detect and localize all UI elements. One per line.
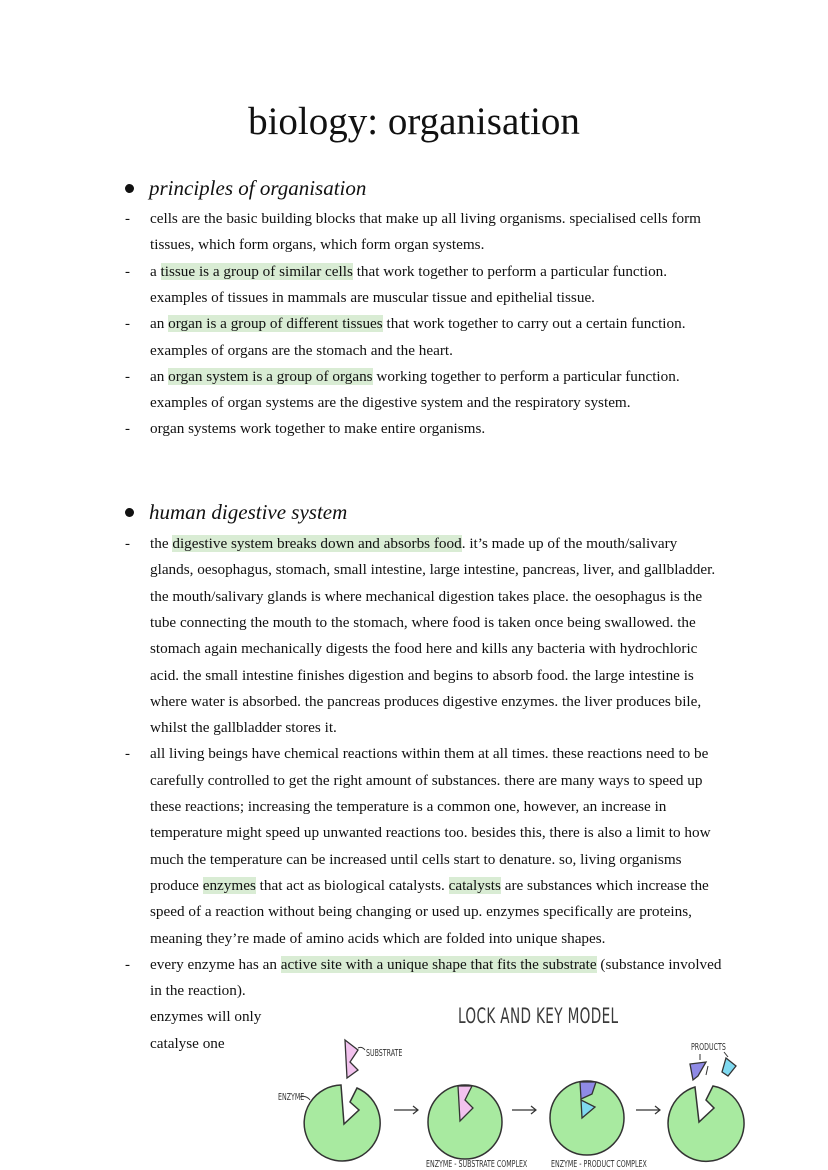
text-run: temperature might speed up unwanted reactions too. besides this, there is also a limit to how (150, 824, 711, 842)
text-run: carefully controlled to get the right amount of substances. there are many ways to speed up (150, 771, 703, 789)
text-run: in the reaction). (150, 982, 246, 1000)
text-line (150, 797, 666, 817)
dash-bullet-icon: - (125, 263, 130, 280)
text-run: tube connecting the mouth to the stomach, where food is taken once being swallowed. the (150, 613, 696, 631)
text-line (150, 209, 701, 229)
text-run: organ systems work together to make entire organisms. (150, 420, 486, 438)
text-line (150, 341, 453, 361)
section-heading (125, 174, 366, 202)
text-run: are substances which increase the (500, 876, 709, 894)
text-line (150, 823, 711, 843)
text-run: examples of organ systems are the digestive system and the respiratory system. (150, 394, 631, 412)
text-line (150, 744, 708, 764)
text-line (150, 981, 246, 1001)
text-run: speed of a reaction without being changing or used up. enzymes specifically are proteins, (150, 903, 692, 921)
dash-bullet-icon: - (125, 211, 130, 227)
text-line (150, 955, 721, 975)
substrate-icon (345, 1040, 365, 1078)
text-line (150, 262, 667, 282)
text-run: an (150, 367, 169, 385)
text-run: examples of tissues in mammals are muscular tissue and epithelial tissue. (150, 288, 595, 306)
text-line (150, 692, 701, 712)
text-run: cells are the basic building blocks that make up all living organisms. specialised cells form (150, 210, 701, 227)
products-label: PRODUCTS (691, 1042, 726, 1053)
text-line (150, 902, 692, 922)
text-line (150, 850, 682, 870)
dash-bullet-icon: - (125, 746, 130, 763)
text-run: catalyse one (150, 1034, 225, 1052)
text-run: (substance involved (596, 955, 722, 973)
text-line (150, 1034, 225, 1054)
substrate-label: SUBSTRATE (366, 1048, 403, 1059)
text-run: that act as biological catalysts. (255, 876, 449, 894)
text-run: these reactions; increasing the temperature is a common one, however, an increase in (150, 798, 667, 815)
dash-bullet-icon: - (125, 536, 130, 552)
products-icon (690, 1052, 736, 1080)
highlighted-text: organ system is a group of organs (168, 367, 373, 385)
text-line (150, 534, 677, 554)
text-line (150, 639, 697, 659)
text-run: examples of organs are the stomach and the heart. (150, 341, 453, 359)
enzyme-icon (668, 1066, 744, 1161)
arrow-icon (394, 1106, 418, 1114)
text-run: enzymes will only (150, 1008, 262, 1026)
dash-bullet-icon: - (125, 368, 130, 385)
section-heading-text: principles of organisation (149, 176, 367, 200)
lock-and-key-diagram (270, 1000, 770, 1169)
dash-bullet-icon: - (125, 421, 130, 438)
text-line (150, 393, 631, 413)
text-run: that work together to carry out a certain function. (382, 315, 686, 333)
enzyme-product-complex-label: ENZYME - PRODUCT COMPLEX (551, 1159, 647, 1170)
text-run: working together to perform a particular function. (372, 367, 680, 385)
text-run: glands, oesophagus, stomach, small intestine, large intestine, pancreas, liver, and gallbladder. (150, 561, 716, 579)
highlighted-text: tissue is a group of similar cells (160, 262, 353, 280)
arrow-icon (636, 1106, 660, 1114)
text-run: where water is absorbed. the pancreas produces digestive enzymes. the liver produces bile, (150, 692, 702, 710)
text-line (150, 876, 709, 896)
lock-and-key-illustration (270, 1000, 770, 1169)
page-title: biology: organisation (248, 100, 580, 143)
section-heading (125, 498, 347, 526)
section-heading-text: human digestive system (149, 500, 348, 524)
text-line (150, 666, 694, 686)
bullet-icon (125, 184, 134, 193)
text-line (150, 929, 605, 949)
text-run: much the temperature can be increased until cells start to denature. so, living organisms (150, 850, 682, 868)
text-run: acid. the small intestine finishes digestion and begins to absorb food. the large intestine is (150, 666, 694, 684)
highlighted-text: catalysts (448, 876, 501, 894)
text-line (150, 419, 485, 439)
highlighted-text: organ is a group of different tissues (168, 315, 383, 333)
highlighted-text: digestive system breaks down and absorbs food (172, 535, 462, 552)
enzyme-label: ENZYME (278, 1092, 305, 1103)
highlighted-text: enzymes (202, 876, 256, 894)
text-run: . it’s made up of the mouth/salivary (461, 535, 678, 552)
enzyme-product-complex-icon (550, 1081, 624, 1155)
text-run: an (150, 315, 169, 333)
arrow-icon (512, 1106, 536, 1114)
highlighted-text: active site with a unique shape that fits the substrate (280, 955, 597, 973)
text-run: whilst the gallbladder stores it. (150, 719, 337, 737)
text-run: every enzyme has an (150, 955, 281, 973)
diagram-title: LOCK AND KEY MODEL (458, 1004, 619, 1028)
text-run: the (150, 535, 173, 552)
text-line (150, 560, 715, 580)
text-run: a (150, 262, 161, 280)
text-line (150, 367, 680, 387)
text-run: that work together to perform a particular function. (352, 262, 668, 280)
text-line (150, 314, 686, 334)
dash-bullet-icon: - (125, 316, 130, 333)
text-run: the mouth/salivary glands is where mechanical digestion takes place. the oesophagus is the (150, 587, 703, 605)
text-line (150, 587, 702, 607)
text-line (150, 288, 595, 308)
enzyme-substrate-complex-icon (428, 1085, 502, 1159)
text-line (150, 235, 484, 255)
text-line (150, 718, 337, 738)
text-line (150, 613, 696, 633)
bullet-icon (125, 508, 134, 517)
text-run: tissues, which form organs, which form organ systems. (150, 236, 485, 254)
enzyme-icon (304, 1085, 380, 1161)
dash-bullet-icon: - (125, 956, 130, 973)
text-run: meaning they’re made of amino acids which are folded into unique shapes. (150, 929, 606, 947)
text-line (150, 771, 702, 791)
enzyme-substrate-complex-label: ENZYME - SUBSTRATE COMPLEX (426, 1159, 528, 1170)
text-run: all living beings have chemical reactions within them at all times. these reactions need to be (150, 745, 709, 763)
text-run: stomach again mechanically digests the food here and kills any bacteria with hydrochloric (150, 640, 698, 658)
text-line (150, 1007, 261, 1027)
text-run: produce (150, 876, 203, 894)
